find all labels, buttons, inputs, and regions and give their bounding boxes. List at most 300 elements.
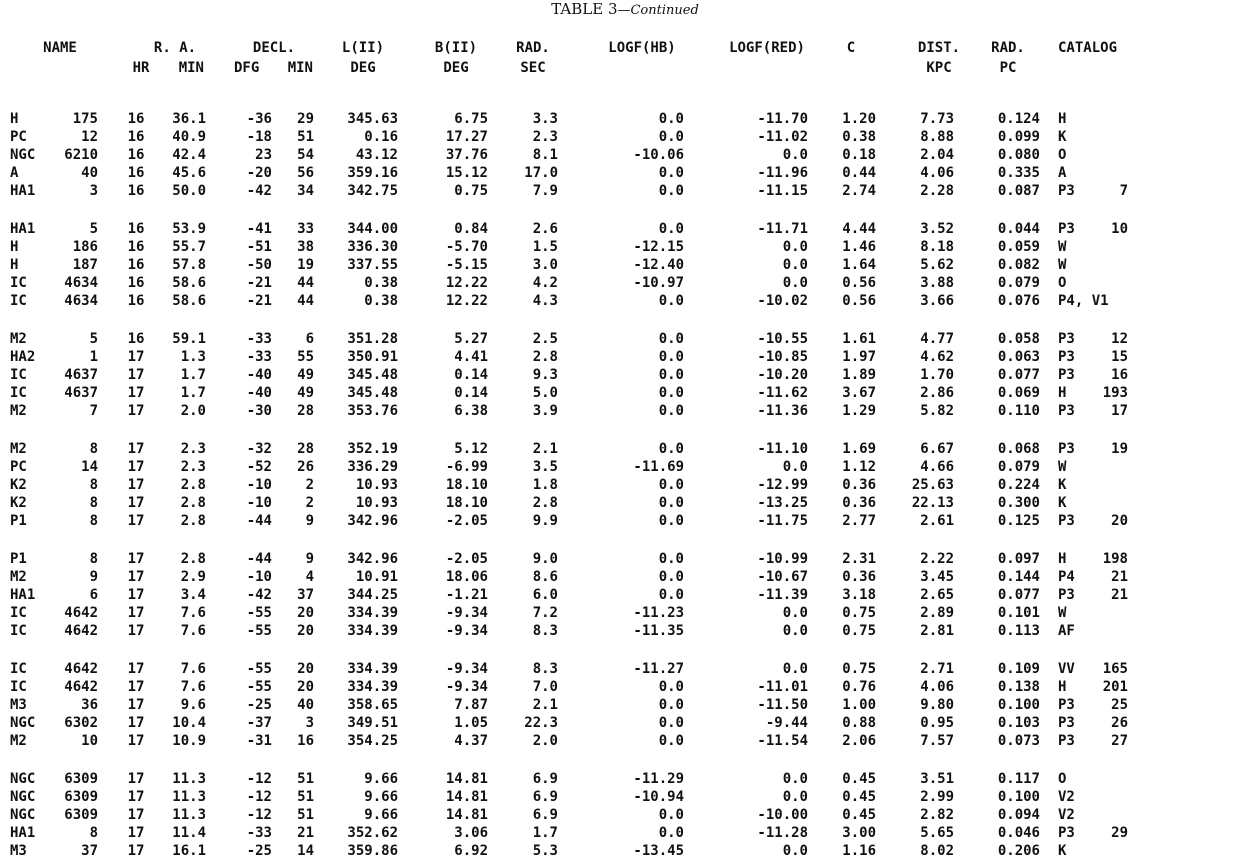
table-cell: -11.69 xyxy=(633,459,684,476)
table-cell: -12 xyxy=(246,789,272,806)
table-cell: 7 xyxy=(1119,183,1128,200)
table-cell: -11.71 xyxy=(757,221,808,237)
table-cell: 7.6 xyxy=(180,623,206,640)
table-cell: 2.89 xyxy=(920,605,954,622)
table-cell: 2.31 xyxy=(842,551,876,567)
table-cell: 11.4 xyxy=(172,825,206,842)
table-cell: -50 xyxy=(246,257,272,274)
table-title-label: TABLE 3 xyxy=(551,0,618,18)
table-cell: 1.64 xyxy=(842,257,876,274)
table-cell: P3 xyxy=(1058,825,1075,842)
table-cell: 0.18 xyxy=(842,147,876,164)
table-cell: 0.38 xyxy=(364,293,398,310)
header-lii-unit: DEG xyxy=(350,60,376,76)
table-cell: HA1 xyxy=(10,587,36,604)
table-cell: 6309 xyxy=(64,771,98,787)
table-cell: 4634 xyxy=(64,293,98,310)
table-cell: 0.0 xyxy=(782,661,808,677)
table-cell: M2 xyxy=(10,403,27,420)
table-cell: -10.99 xyxy=(757,551,808,567)
table-cell: 3.45 xyxy=(920,569,954,586)
table-cell: 17 xyxy=(127,733,145,750)
table-cell: -55 xyxy=(246,661,272,677)
header-ra: R. A. xyxy=(153,40,197,56)
table-cell: 4637 xyxy=(64,385,98,402)
table-cell: 201 xyxy=(1102,679,1128,696)
table-cell: P3 xyxy=(1058,183,1075,200)
table-cell: 3.67 xyxy=(842,385,876,402)
header-bii: B(II) xyxy=(434,40,478,56)
table-cell: 0.0 xyxy=(658,403,684,420)
table-cell: 2.61 xyxy=(920,513,954,530)
table-cell: -10.06 xyxy=(633,147,684,164)
table-cell: M2 xyxy=(10,331,27,347)
table-cell: 40 xyxy=(81,165,98,182)
table-cell: 198 xyxy=(1102,551,1128,567)
table-cell: -44 xyxy=(246,551,272,567)
table-cell: 0.0 xyxy=(782,843,808,859)
table-cell: 0.16 xyxy=(364,129,398,146)
table-cell: V2 xyxy=(1058,807,1075,824)
table-cell: -12 xyxy=(246,771,272,787)
table-cell: -11.62 xyxy=(757,385,808,402)
table-cell: 0.0 xyxy=(658,441,684,457)
table-cell: -41 xyxy=(246,221,272,237)
table-cell: 1.69 xyxy=(842,441,876,457)
table-cell: IC xyxy=(10,661,27,677)
table-cell: 2.74 xyxy=(842,183,876,200)
table-cell: 1.7 xyxy=(532,825,558,842)
table-cell: -10 xyxy=(246,477,272,494)
table-cell: 20 xyxy=(297,661,314,677)
table-cell: K2 xyxy=(10,495,27,512)
table-cell: 0.0 xyxy=(658,331,684,347)
table-cell: 5 xyxy=(89,221,98,237)
table-cell: 7.6 xyxy=(180,679,206,696)
table-cell: -12.15 xyxy=(633,239,684,256)
table-cell: 0.0 xyxy=(782,257,808,274)
table-cell: HA1 xyxy=(10,221,36,237)
table-cell: P3 xyxy=(1058,331,1075,347)
table-cell: -10.94 xyxy=(633,789,684,806)
table-cell: -6.99 xyxy=(445,459,488,476)
table-cell: 18.10 xyxy=(445,495,488,512)
table-cell: 58.6 xyxy=(172,293,206,310)
table-cell: 3.52 xyxy=(920,221,954,237)
table-cell: 8 xyxy=(89,495,98,512)
table-cell: 0.097 xyxy=(997,551,1040,567)
table-cell: 14.81 xyxy=(445,807,488,824)
table-cell: -31 xyxy=(246,733,272,750)
table-cell: 4.3 xyxy=(532,293,558,310)
table-cell: 26 xyxy=(1111,715,1128,732)
table-cell: -10 xyxy=(246,569,272,586)
table-cell: M2 xyxy=(10,569,27,586)
table-cell: 0.0 xyxy=(658,183,684,200)
table-cell: 0.103 xyxy=(997,715,1040,732)
table-cell: 334.39 xyxy=(347,605,398,622)
table-cell: 344.25 xyxy=(347,587,398,604)
table-cell: 0.0 xyxy=(658,679,684,696)
header-rad: RAD. xyxy=(516,40,550,56)
table-cell: 25.63 xyxy=(911,477,954,494)
table-cell: 38 xyxy=(297,239,314,256)
table-cell: 2.1 xyxy=(532,697,558,714)
table-cell: 6 xyxy=(89,587,98,604)
header-decl-min: MIN xyxy=(287,60,313,76)
table-cell: 17 xyxy=(127,843,145,859)
table-cell: 0.14 xyxy=(454,385,488,402)
table-cell: 12.22 xyxy=(445,275,488,292)
table-cell: 2.8 xyxy=(180,495,206,512)
table-cell: 42.4 xyxy=(172,147,206,164)
table-cell: 16.1 xyxy=(172,843,206,859)
table-cell: -11.75 xyxy=(757,513,808,530)
table-cell: 7.9 xyxy=(532,183,558,200)
table-cell: 0.099 xyxy=(997,129,1040,146)
table-cell: 3.9 xyxy=(532,403,558,420)
table-cell: 16 xyxy=(297,733,314,750)
table-cell: 2.81 xyxy=(920,623,954,640)
table-cell: -32 xyxy=(246,441,272,457)
table-cell: 354.25 xyxy=(347,733,398,750)
table-cell: 37.76 xyxy=(445,147,488,164)
table-cell: P3 xyxy=(1058,221,1075,237)
table-cell: 0.0 xyxy=(782,605,808,622)
table-cell: 50.0 xyxy=(172,183,206,200)
table-cell: 22.3 xyxy=(524,715,558,732)
table-cell: 349.51 xyxy=(347,715,398,732)
table-cell: 21 xyxy=(1111,587,1128,604)
table-cell: 0.0 xyxy=(658,385,684,402)
table-cell: -51 xyxy=(246,239,272,256)
table-cell: 334.39 xyxy=(347,661,398,677)
table-cell: 56 xyxy=(297,165,314,182)
table-cell: W xyxy=(1058,459,1067,476)
table-cell: 28 xyxy=(297,403,314,420)
table-cell: NGC xyxy=(10,807,36,824)
table-cell: 6.75 xyxy=(454,111,488,127)
table-cell: 8.3 xyxy=(532,661,558,677)
table-cell: O xyxy=(1058,275,1067,292)
table-cell: 0.0 xyxy=(782,771,808,787)
table-cell: 0.14 xyxy=(454,367,488,384)
table-cell: HA1 xyxy=(10,825,36,842)
table-cell: -55 xyxy=(246,679,272,696)
table-cell: 1.8 xyxy=(532,477,558,494)
table-cell: -10 xyxy=(246,495,272,512)
table-cell: -10.85 xyxy=(757,349,808,366)
table-cell: -9.44 xyxy=(765,715,808,732)
table-cell: 10.93 xyxy=(355,495,398,512)
table-cell: -10.02 xyxy=(757,293,808,310)
table-cell: 17 xyxy=(127,459,145,476)
table-cell: 0.75 xyxy=(842,623,876,640)
table-cell: M3 xyxy=(10,843,27,859)
table-cell: 5.3 xyxy=(532,843,558,859)
header-logf-hb: LOGF(HB) xyxy=(608,40,676,56)
table-cell: 7 xyxy=(89,403,98,420)
table-cell: 16 xyxy=(127,239,145,256)
table-cell: 17 xyxy=(127,587,145,604)
table-cell: 0.0 xyxy=(658,293,684,310)
table-cell: 0.082 xyxy=(997,257,1040,274)
table-cell: 20 xyxy=(297,679,314,696)
table-cell: A xyxy=(1058,165,1067,182)
table-cell: 19 xyxy=(297,257,314,274)
table-cell: 17 xyxy=(127,385,145,402)
table-cell: 0.36 xyxy=(842,495,876,512)
table-cell: 1.89 xyxy=(842,367,876,384)
table-cell: 2.71 xyxy=(920,661,954,677)
table-cell: 0.080 xyxy=(997,147,1040,164)
table-cell: 17 xyxy=(127,715,145,732)
table-cell: 0.44 xyxy=(842,165,876,182)
table-cell: 0.077 xyxy=(997,367,1040,384)
table-cell: 18.10 xyxy=(445,477,488,494)
table-cell: 17 xyxy=(127,513,145,530)
table-cell: 17 xyxy=(127,807,145,824)
table-cell: -12 xyxy=(246,807,272,824)
table-cell: 16 xyxy=(127,257,145,274)
table-cell: 0.0 xyxy=(658,129,684,146)
table-cell: 0.75 xyxy=(842,605,876,622)
table-cell: 16 xyxy=(127,147,145,164)
table-cell: 6.0 xyxy=(532,587,558,604)
table-cell: O xyxy=(1058,771,1067,787)
table-cell: 7.6 xyxy=(180,605,206,622)
table-cell: 0.0 xyxy=(658,715,684,732)
table-cell: 334.39 xyxy=(347,679,398,696)
header-lii: L(II) xyxy=(341,40,385,56)
table-cell: -11.36 xyxy=(757,403,808,420)
table-cell: 5.0 xyxy=(532,385,558,402)
table-cell: IC xyxy=(10,367,27,384)
table-cell: 0.125 xyxy=(997,513,1040,530)
table-cell: 336.29 xyxy=(347,459,398,476)
table-cell: P3 xyxy=(1058,697,1075,714)
table-cell: NGC xyxy=(10,771,36,787)
table-cell: 344.00 xyxy=(347,221,398,237)
table-cell: 9.66 xyxy=(364,807,398,824)
table-cell: 4.41 xyxy=(454,349,488,366)
table-cell: -21 xyxy=(246,293,272,310)
table-cell: -11.15 xyxy=(757,183,808,200)
table-cell: -5.70 xyxy=(445,239,488,256)
table-cell: 165 xyxy=(1102,661,1128,677)
table-cell: 14.81 xyxy=(445,789,488,806)
table-cell: -11.01 xyxy=(757,679,808,696)
table-cell: 2.8 xyxy=(180,513,206,530)
table-cell: 9.3 xyxy=(532,367,558,384)
table-cell: 16 xyxy=(127,111,145,127)
table-cell: 4642 xyxy=(64,679,98,696)
table-cell: O xyxy=(1058,147,1067,164)
table-cell: 40.9 xyxy=(172,129,206,146)
table-cell: 0.335 xyxy=(997,165,1040,182)
table-cell: 4.06 xyxy=(920,679,954,696)
table-cell: 5.65 xyxy=(920,825,954,842)
table-cell: H xyxy=(1058,551,1067,567)
table-cell: -9.34 xyxy=(445,661,488,677)
table-cell: -11.54 xyxy=(757,733,808,750)
table-cell: 25 xyxy=(1111,697,1128,714)
table-cell: 1.7 xyxy=(180,385,206,402)
table-cell: 22.13 xyxy=(911,495,954,512)
table-cell: 3.3 xyxy=(532,111,558,127)
table-cell: 54 xyxy=(297,147,314,164)
table-cell: IC xyxy=(10,293,27,310)
table-cell: 4.2 xyxy=(532,275,558,292)
table-cell: 0.0 xyxy=(658,477,684,494)
table-cell: W xyxy=(1058,239,1067,256)
table-cell: 4.06 xyxy=(920,165,954,182)
table-cell: 49 xyxy=(297,385,314,402)
table-cell: 5 xyxy=(89,331,98,347)
table-cell: 16 xyxy=(127,129,145,146)
table-cell: 1.20 xyxy=(842,111,876,127)
table-cell: -11.70 xyxy=(757,111,808,127)
table-cell: 186 xyxy=(72,239,98,256)
table-cell: 10.93 xyxy=(355,477,398,494)
table-cell: 1.00 xyxy=(842,697,876,714)
table-cell: 6.9 xyxy=(532,771,558,787)
table-cell: 0.0 xyxy=(782,459,808,476)
table-cell: -44 xyxy=(246,513,272,530)
table-cell: IC xyxy=(10,385,27,402)
table-cell: 8 xyxy=(89,477,98,494)
table-cell: K xyxy=(1058,477,1067,494)
table-cell: PC xyxy=(10,459,27,476)
table-cell: 0.38 xyxy=(842,129,876,146)
header-radpc: RAD. xyxy=(991,40,1025,56)
table-cell: 5.82 xyxy=(920,403,954,420)
table-cell: 8.3 xyxy=(532,623,558,640)
table-cell: 16 xyxy=(127,165,145,182)
table-cell: P4, V1 xyxy=(1058,293,1109,310)
table-cell: -25 xyxy=(246,843,272,859)
table-cell: -10.00 xyxy=(757,807,808,824)
table-cell: 2.5 xyxy=(532,331,558,347)
table-cell: HA1 xyxy=(10,183,36,200)
table-cell: 9.9 xyxy=(532,513,558,530)
table-cell: 0.138 xyxy=(997,679,1040,696)
table-cell: 352.62 xyxy=(347,825,398,842)
table-cell: 4634 xyxy=(64,275,98,292)
table-cell: 0.0 xyxy=(658,587,684,604)
table-cell: 8 xyxy=(89,441,98,457)
table-cell: 29 xyxy=(297,111,314,127)
table-cell: 2.1 xyxy=(532,441,558,457)
table-cell: H xyxy=(1058,385,1067,402)
table-cell: 2.8 xyxy=(180,551,206,567)
table-cell: IC xyxy=(10,679,27,696)
table-cell: P4 xyxy=(1058,569,1075,586)
table-cell: 0.0 xyxy=(782,275,808,292)
table-cell: 7.73 xyxy=(920,111,954,127)
table-cell: 4.62 xyxy=(920,349,954,366)
table-cell: 0.0 xyxy=(782,147,808,164)
table-cell: 53.9 xyxy=(172,221,206,237)
table-cell: -52 xyxy=(246,459,272,476)
table-cell: 17 xyxy=(127,441,145,457)
table-cell: 59.1 xyxy=(172,331,206,347)
table-cell: 18.06 xyxy=(445,569,488,586)
table-cell: 3.18 xyxy=(842,587,876,604)
table-cell: 2.6 xyxy=(532,221,558,237)
table-cell: 5.12 xyxy=(454,441,488,457)
table-cell: 21 xyxy=(1111,569,1128,586)
table-cell: 7.57 xyxy=(920,733,954,750)
table-cell: 15 xyxy=(1111,349,1128,366)
table-cell: 4642 xyxy=(64,605,98,622)
table-cell: 351.28 xyxy=(347,331,398,347)
table-cell: 0.88 xyxy=(842,715,876,732)
table-cell: -11.35 xyxy=(633,623,684,640)
table-cell: -30 xyxy=(246,403,272,420)
table-cell: 2.82 xyxy=(920,807,954,824)
table-cell: 36 xyxy=(81,697,98,714)
table-cell: M2 xyxy=(10,441,27,457)
table-cell: -25 xyxy=(246,697,272,714)
table-cell: -11.27 xyxy=(633,661,684,677)
table-cell: 2.28 xyxy=(920,183,954,200)
table-cell: P1 xyxy=(10,551,27,567)
table-cell: 0.0 xyxy=(658,221,684,237)
table-cell: P3 xyxy=(1058,513,1075,530)
table-cell: 3 xyxy=(89,183,98,200)
table-cell: 17 xyxy=(127,477,145,494)
table-cell: 19 xyxy=(1111,441,1128,457)
table-cell: 0.0 xyxy=(658,733,684,750)
table-cell: 40 xyxy=(297,697,314,714)
table-cell: 23 xyxy=(255,147,272,164)
header-dist-unit: KPC xyxy=(926,60,952,76)
table-cell: 0.068 xyxy=(997,441,1040,457)
table-cell: 1.7 xyxy=(180,367,206,384)
table-cell: -11.23 xyxy=(633,605,684,622)
table-cell: 14.81 xyxy=(445,771,488,787)
table-cell: 0.0 xyxy=(658,165,684,182)
table-cell: 0.0 xyxy=(658,551,684,567)
table-cell: 0.56 xyxy=(842,275,876,292)
table-cell: 2.0 xyxy=(532,733,558,750)
table-cell: 17 xyxy=(127,825,145,842)
table-cell: -9.34 xyxy=(445,605,488,622)
header-radpc-unit: PC xyxy=(999,60,1017,76)
table-cell: 37 xyxy=(81,843,98,859)
table-cell: -42 xyxy=(246,183,272,200)
table-cell: 17 xyxy=(127,697,145,714)
table-cell: 7.87 xyxy=(454,697,488,714)
table-cell: 3.51 xyxy=(920,771,954,787)
table-cell: 1.29 xyxy=(842,403,876,420)
table-cell: 33 xyxy=(297,221,314,237)
table-cell: 44 xyxy=(297,275,314,292)
table-cell: 0.087 xyxy=(997,183,1040,200)
table-cell: NGC xyxy=(10,147,36,164)
table-cell: 0.069 xyxy=(997,385,1040,402)
table-cell: 6.92 xyxy=(454,843,488,859)
table-cell: 51 xyxy=(297,807,314,824)
table-cell: 2.77 xyxy=(842,513,876,530)
table-cell: 2 xyxy=(305,477,314,494)
table-cell: 7.0 xyxy=(532,679,558,696)
table-cell: -9.34 xyxy=(445,623,488,640)
table-cell: 44 xyxy=(297,293,314,310)
table-cell: 8.1 xyxy=(532,147,558,164)
table-cell: 1.12 xyxy=(842,459,876,476)
